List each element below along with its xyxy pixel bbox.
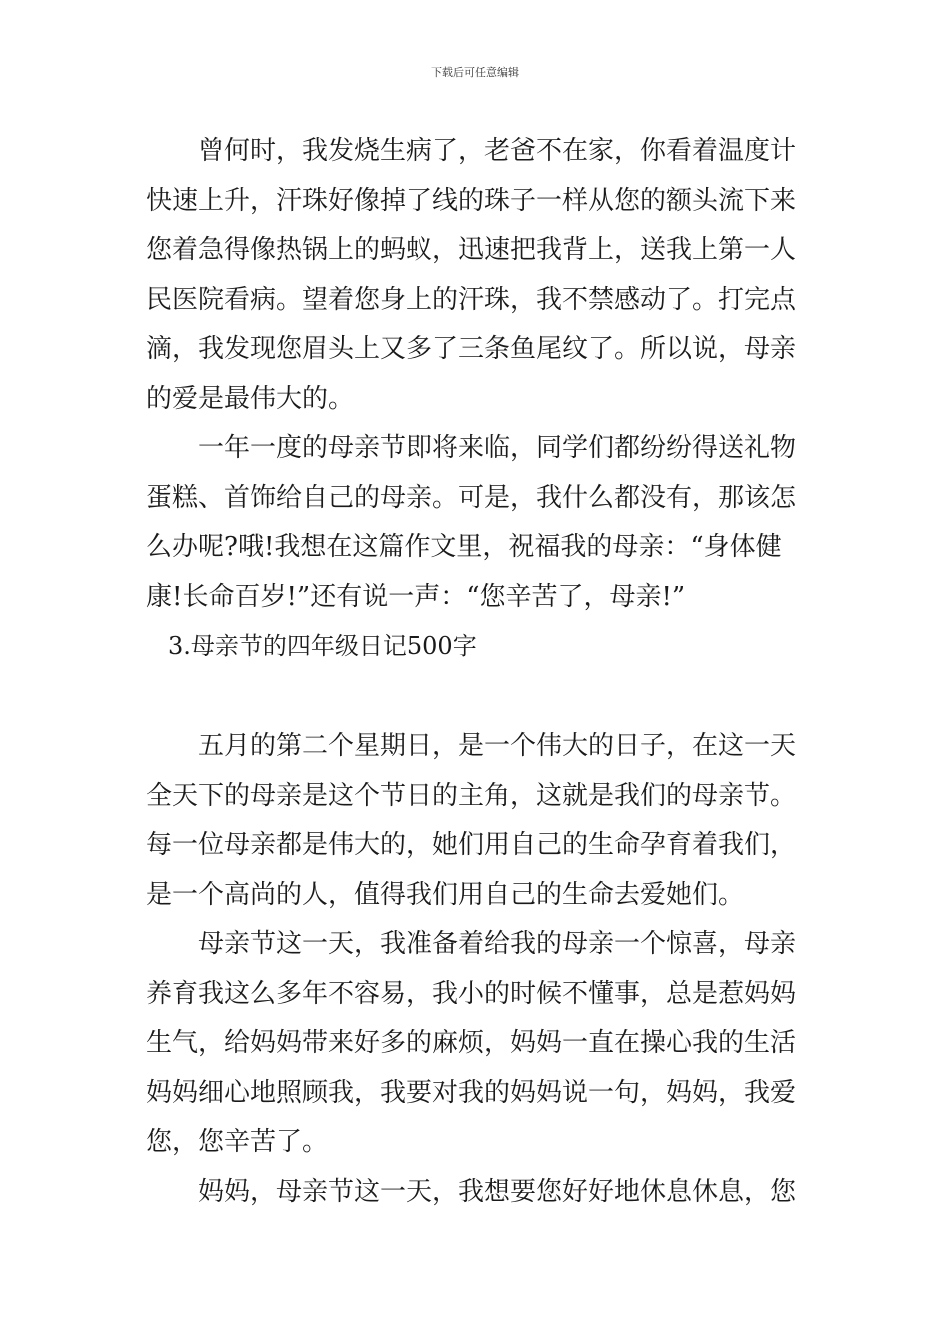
text-line: 全天下的母亲是这个节日的主角，这就是我们的母亲节。 [146,780,797,811]
paragraph-rest [146,1168,810,1218]
text-line: 么办呢?哦!我想在这篇作文里，祝福我的母亲：“身体健 [146,532,782,562]
page-header: 下载后可任意编辑 [431,66,519,79]
text-line: 一年一度的母亲节即将来临，同学们都纷纷得送礼物 [198,433,797,463]
text-block-a [146,127,810,622]
text-line: 生气，给妈妈带来好多的麻烦，妈妈一直在操心我的生活 [146,1028,797,1058]
paragraph-surprise [146,920,810,1168]
text-line: 曾何时，我发烧生病了，老爸不在家，你看着温度计 [198,136,797,166]
section-heading: 3.母亲节的四年级日记500字 [168,632,477,660]
text-line: 滴，我发现您眉头上又多了三条鱼尾纹了。所以说，母亲 [146,334,797,364]
text-line: 您着急得像热锅上的蚂蚁，迅速把我背上，送我上第一人 [146,235,797,265]
paragraph-mothers-day-wish [146,424,810,622]
text-line: 的爱是最伟大的。 [146,383,355,414]
text-line: 妈妈细心地照顾我，我要对我的妈妈说一句，妈妈，我爱 [146,1077,797,1108]
text-line: 蛋糕、首饰给自己的母亲。可是，我什么都没有，那该怎 [146,482,797,513]
paragraph-second-sunday [146,722,810,920]
text-line: 妈妈，母亲节这一天，我想要您好好地休息休息，您 [198,1176,797,1207]
text-line: 五月的第二个星期日，是一个伟大的日子，在这一天 [198,731,797,761]
text-line: 养育我这么多年不容易，我小的时候不懂事，总是惹妈妈 [146,978,797,1009]
text-line: 每一位母亲都是伟大的，她们用自己的生命孕育着我们， [146,830,797,860]
text-line: 是一个高尚的人，值得我们用自己的生命去爱她们。 [146,879,745,910]
text-block-b [146,722,810,1217]
text-line: 民医院看病。望着您身上的汗珠，我不禁感动了。打完点 [146,284,797,315]
text-line: 母亲节这一天，我准备着给我的母亲一个惊喜，母亲 [198,929,797,959]
text-line: 康!长命百岁!”还有说一声：“您辛苦了，母亲!” [146,581,686,612]
text-line: 快速上升，汗珠好像掉了线的珠子一样从您的额头流下来 [146,185,797,216]
text-line: 您，您辛苦了。 [146,1127,329,1157]
paragraph-fever-story [146,127,810,424]
